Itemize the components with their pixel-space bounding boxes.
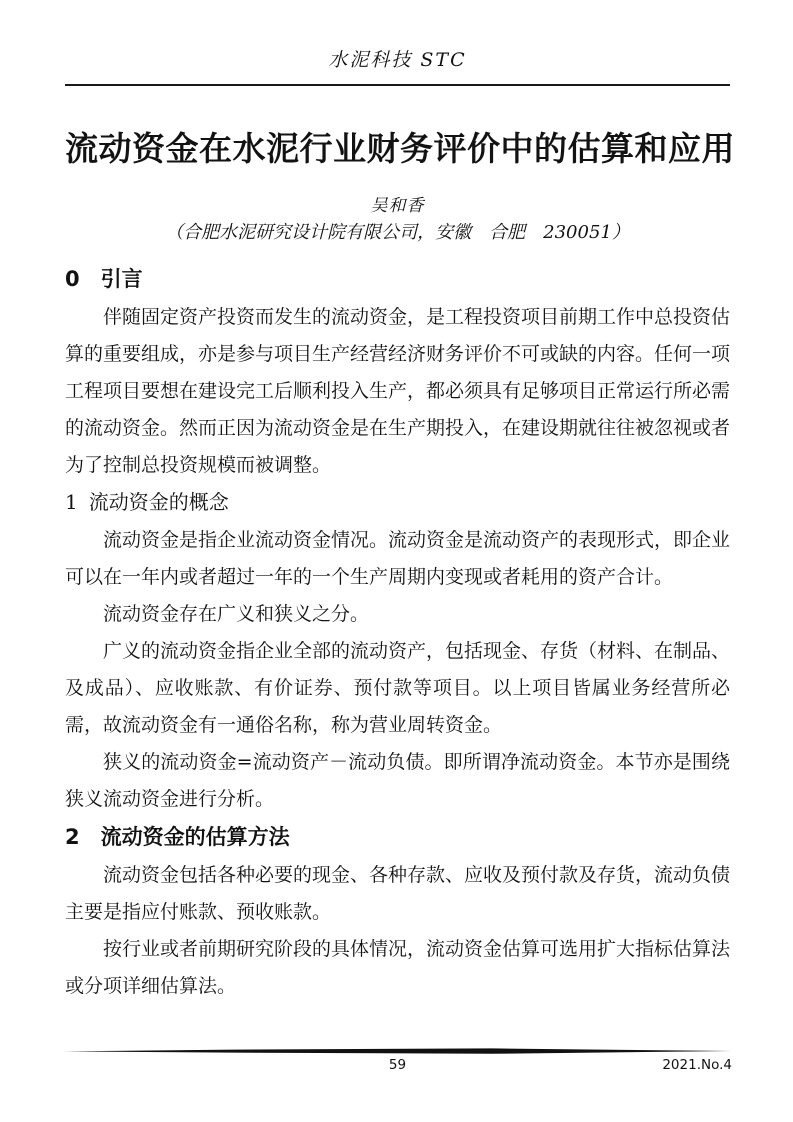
paragraph: 流动资金是指企业流动资金情况。流动资金是流动资产的表现形式，即企业可以在一年内或者超过一年的一个生产周期内变现或者耗用的资产合计。	[65, 529, 731, 589]
journal-running-head: 水泥科技 STC	[328, 49, 467, 71]
section-title: 引言	[100, 267, 143, 292]
paragraph: 伴随固定资产投资而发生的流动资金，是工程投资项目前期工作中总投资估算的重要组成，亦是参与项目生产经营经济财务评价不可或缺的内容。任何一项工程项目要想在建设完工后顺利投入生产，都必须具有足够项目正常运行所必需的流动资金。然而正因为流动资金是在生产期投入，在建设期就往往被忽视或者为了控制总投资规模而被调整。	[65, 306, 731, 477]
paragraph: 按行业或者前期研究阶段的具体情况，流动资金估算可选用扩大指标估算法或分项详细估算法。	[65, 938, 731, 998]
section-title: 流动资金的概念	[88, 490, 229, 515]
issue-number: 2021.No.4	[662, 1057, 732, 1073]
footer-text-row	[63, 1056, 732, 1074]
paragraph: 狭义的流动资金=流动资产－流动负债。即所谓净流动资金。本节亦是围绕狭义流动资金进行分析。	[65, 751, 730, 811]
section-heading-1	[65, 486, 730, 518]
section-1-body	[65, 522, 730, 818]
paragraph: 流动资金包括各种必要的现金、各种存款、应收及预付款及存货，流动负债主要是指应付账款、预收账款。	[65, 864, 731, 924]
section-title: 流动资金的估算方法	[100, 825, 290, 850]
section-2-body	[65, 857, 730, 1005]
page-number: 59	[388, 1057, 407, 1073]
section-heading-0	[65, 263, 730, 295]
paragraph: 流动资金存在广义和狭义之分。	[103, 603, 370, 626]
section-number: 1	[65, 490, 78, 515]
section-heading-2	[65, 821, 730, 853]
article-title: 流动资金在水泥行业财务评价中的估算和应用	[65, 129, 735, 168]
page-footer	[63, 1048, 732, 1074]
footer-divider-line	[63, 1048, 732, 1055]
header-divider-line	[65, 84, 730, 86]
section-number: 2	[65, 825, 80, 850]
paragraph: 广义的流动资金指企业全部的流动资产，包括现金、存货（材料、在制品、及成品）、应收账款、有价证券、预付款等项目。以上项目皆属业务经营所必需，故流动资金有一通俗名称，称为营业周转资金。	[65, 640, 731, 737]
section-number: 0	[65, 267, 80, 292]
author-affiliation: （合肥水泥研究设计院有限公司，安徽 合肥 230051）	[165, 222, 630, 244]
author-name: 吴和香	[370, 196, 425, 217]
section-0-body	[65, 299, 730, 484]
